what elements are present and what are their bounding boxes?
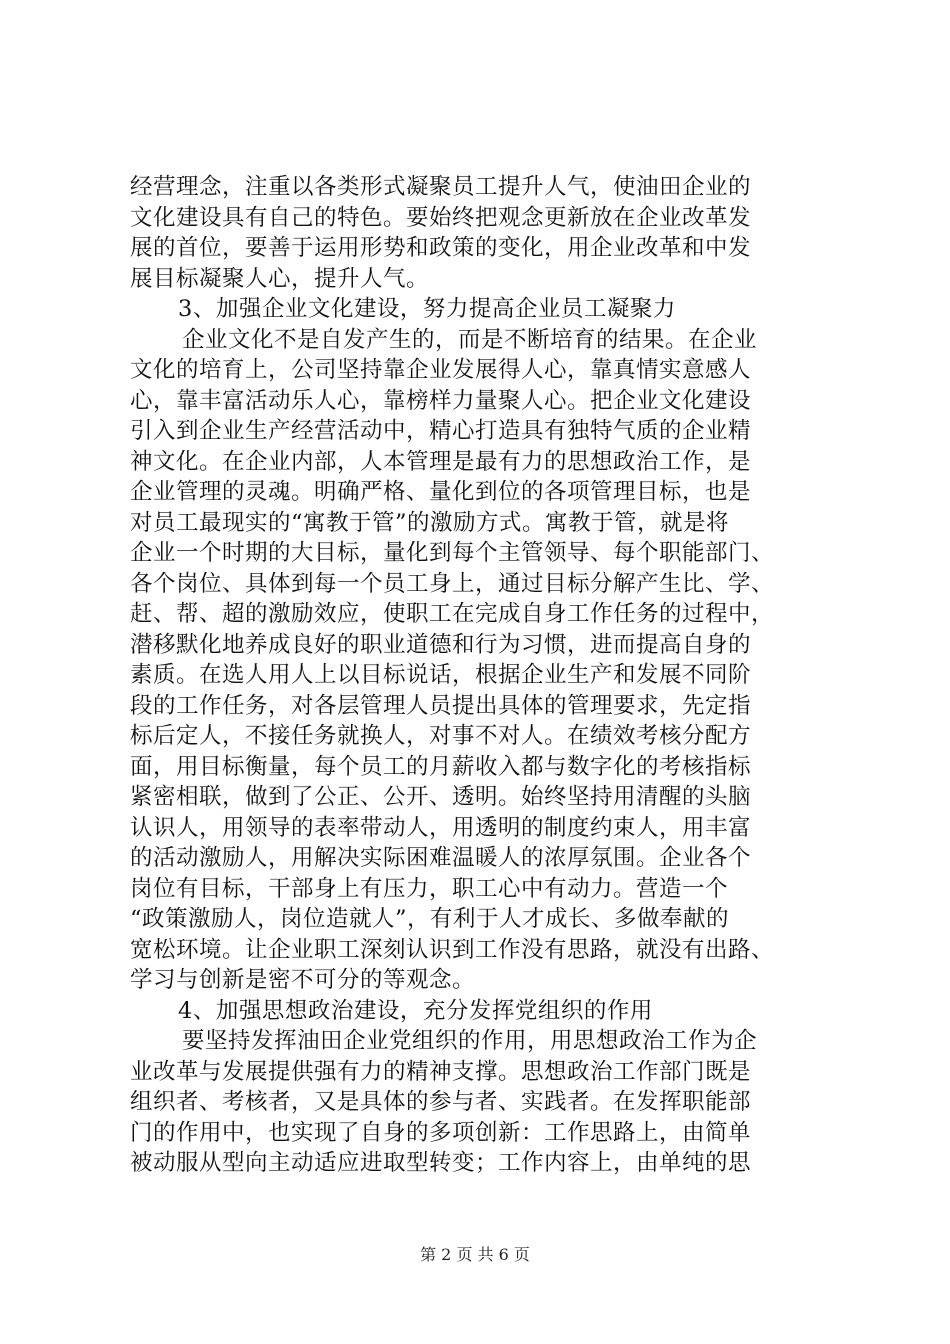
text-line: 被动服从型向主动适应进取型转变；工作内容上，由单纯的思 [130,1150,752,1176]
text-line: 宽松环境。让企业职工深刻认识到工作没有思路，就没有出路、 [130,936,775,963]
text-line: 段的工作任务，对各层管理人员提出具体的管理要求，先定指 [130,692,752,719]
page-footer: 第 2 页 共 6 页 [420,1245,530,1264]
section-heading: 4、加强思想政治建设，充分发挥党组织的作用 [178,997,653,1024]
text-line: 赶、帮、超的激励效应，使职工在完成自身工作任务的过程中， [130,601,775,627]
text-line: 标后定人，不接任务就换人，对事不对人。在绩效考核分配方 [130,723,752,749]
text-line: 企业管理的灵魂。明确严格、量化到位的各项管理目标，也是 [130,479,752,505]
text-line: 素质。在选人用人上以目标说话，根据企业生产和发展不同阶 [130,662,752,688]
text-line: 认识人，用领导的表率带动人，用透明的制度约束人，用丰富 [130,814,752,841]
text-line: 文化的培育上，公司坚持靠企业发展得人心，靠真情实意感人 [130,357,752,383]
text-line: 面，用目标衡量，每个员工的月薪收入都与数字化的考核指标 [130,753,752,780]
text-line: 文化建设具有自己的特色。要始终把观念更新放在企业改革发 [130,204,752,231]
text-line: “政策激励人，岗位造就人”，有利于人才成长、多做奉献的 [130,906,730,932]
text-line: 业改革与发展提供强有力的精神支撑。思想政治工作部门既是 [130,1058,752,1085]
text-line: 门的作用中，也实现了自身的多项创新：工作思路上，由简单 [130,1119,752,1146]
text-line: 展的首位，要善于运用形势和政策的变化，用企业改革和中发 [130,235,752,261]
text-line: 各个岗位、具体到每一个员工身上，通过目标分解产生比、学、 [130,570,775,597]
text-line: 经营理念，注重以各类形式凝聚员工提升人气，使油田企业的 [130,174,752,200]
text-line: 潜移默化地养成良好的职业道德和行为习惯，进而提高自身的 [130,631,752,658]
text-line: 企业一个时期的大目标，量化到每个主管领导、每个职能部门、 [130,540,775,566]
text-line: 引入到企业生产经营活动中，精心打造具有独特气质的企业精 [130,418,752,444]
text-line: 学习与创新是密不可分的等观念。 [130,967,476,993]
text-line: 组织者、考核者，又是具体的参与者、实践者。在发挥职能部 [130,1089,752,1115]
text-line: 对员工最现实的“寓教于管”的激励方式。寓教于管，就是将 [130,509,730,536]
text-line: 企业文化不是自发产生的，而是不断培育的结果。在企业 [182,326,758,353]
text-line: 紧密相联，做到了公正、公开、透明。始终坚持用清醒的头脑 [130,784,752,810]
document-body [130,172,830,1179]
text-line: 岗位有目标，干部身上有压力，职工心中有动力。营造一个 [130,875,729,902]
text-line: 心，靠丰富活动乐人心，靠榜样力量聚人心。把企业文化建设 [130,387,752,414]
text-line: 要坚持发挥油田企业党组织的作用，用思想政治工作为企 [182,1028,758,1054]
text-line: 的活动激励人，用解决实际困难温暖人的浓厚氛围。企业各个 [130,845,752,871]
text-line: 神文化。在企业内部，人本管理是最有力的思想政治工作，是 [130,448,752,475]
section-heading: 3、加强企业文化建设，努力提高企业员工凝聚力 [178,296,676,322]
text-line: 展目标凝聚人心，提升人气。 [130,265,430,292]
